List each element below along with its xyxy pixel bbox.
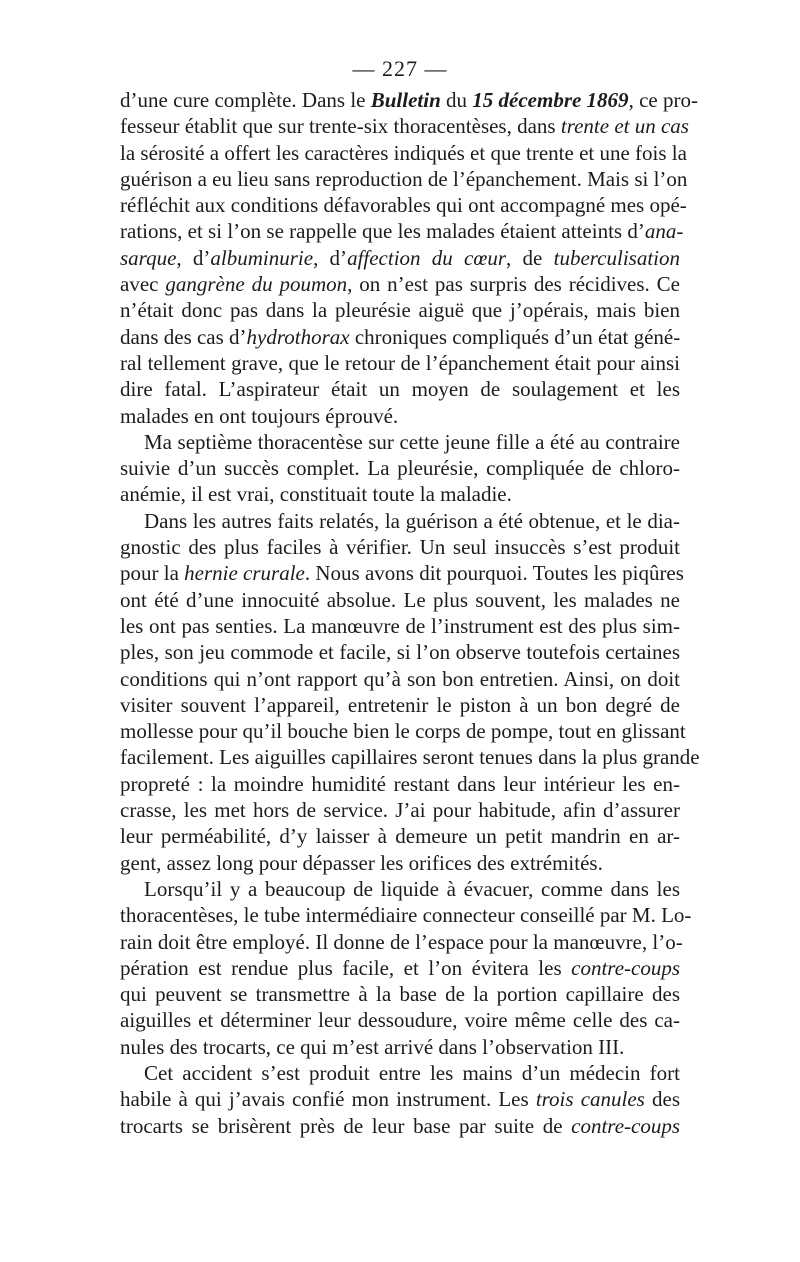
text-line: Lorsqu’il y a beaucoup de liquide à évacuer, comme dans les (144, 876, 680, 901)
text-line: dire fatal. L’aspirateur était un moyen de soulagement et les (120, 377, 680, 402)
text-line: Ma septième thoracentèse sur cette jeune fille a été au contraire (144, 429, 680, 454)
text-line: Cet accident s’est produit entre les mains d’un médecin fort (144, 1060, 680, 1085)
text-line: thoracentèses, le tube intermédiaire connecteur conseillé par M. Lo- (120, 903, 692, 928)
text-line: ples, son jeu commode et facile, si l’on observe toutefois certaines (120, 640, 680, 665)
text-line: la sérosité a offert les caractères indiqués et que trente et une fois la (120, 140, 687, 165)
text-line: facilement. Les aiguilles capillaires seront tenues dans la plus grande (120, 745, 700, 770)
text-line: mollesse pour qu’il bouche bien le corps de pompe, tout en glissant (120, 719, 686, 744)
text-line: Dans les autres faits relatés, la guérison a été obtenue, et le dia- (144, 508, 680, 533)
text-line: visiter souvent l’appareil, entretenir le piston à un bon degré de (120, 692, 680, 717)
text-line: d’une cure complète. Dans le Bulletin du 15 décembre 1869, ce pro- (120, 88, 698, 112)
text-line: malades en ont toujours éprouvé. (120, 403, 399, 428)
text-line: propreté : la moindre humidité restant dans leur intérieur les en- (120, 771, 680, 796)
text-line: pération est rendue plus facile, et l’on évitera les contre-coups (120, 955, 680, 980)
text-line: habile à qui j’avais confié mon instrument. Les trois canules des (120, 1087, 680, 1112)
text-line: fesseur établit que sur trente-six thoracentèses, dans trente et un cas (120, 114, 689, 139)
text-line: qui peuvent se transmettre à la base de la portion capillaire des (120, 982, 680, 1007)
text-line: nules des trocarts, ce qui m’est arrivé dans l’observation III. (120, 1034, 625, 1059)
text-line: gnostic des plus faciles à vérifier. Un seul insuccès s’est produit (120, 535, 680, 560)
text-line: pour la hernie crurale. Nous avons dit pourquoi. Toutes les piqûres (120, 561, 684, 586)
text-line: suivie d’un succès complet. La pleurésie, compliquée de chloro- (120, 456, 680, 481)
text-line: rain doit être employé. Il donne de l’espace pour la manœuvre, l’o- (120, 929, 683, 954)
text-line: crasse, les met hors de service. J’ai pour habitude, afin d’assurer (120, 798, 680, 823)
text-line: guérison a eu lieu sans reproduction de l’épanchement. Mais si l’on (120, 166, 688, 191)
text-line: avec gangrène du poumon, on n’est pas surpris des récidives. Ce (120, 272, 680, 297)
text-line: leur perméabilité, d’y laisser à demeure un petit mandrin en ar- (120, 824, 680, 849)
text-line: n’était donc pas dans la pleurésie aiguë que j’opérais, mais bien (120, 298, 680, 323)
text-line: ral tellement grave, que le retour de l’épanchement était pour ainsi (120, 350, 680, 375)
text-line: conditions qui n’ont rapport qu’à son bon entretien. Ainsi, on doit (120, 666, 680, 691)
text-line: anémie, il est vrai, constituait toute la maladie. (120, 482, 512, 507)
body-text (120, 87, 700, 1139)
text-line: rations, et si l’on se rappelle que les malades étaient atteints d’ana- (120, 219, 684, 244)
text-line: trocarts se brisèrent près de leur base par suite de contre-coups (120, 1113, 680, 1138)
page-number: — 227 — (352, 56, 448, 81)
text-line: les ont pas senties. La manœuvre de l’instrument est des plus sim- (120, 613, 680, 638)
text-line: sarque, d’albuminurie, d’affection du cœur, de tuberculisation (120, 245, 681, 270)
text-line: gent, assez long pour dépasser les orifices des extrémités. (120, 850, 603, 875)
text-line: aiguilles et déterminer leur dessoudure, voire même celle des ca- (120, 1008, 680, 1033)
text-line: dans des cas d’hydrothorax chroniques compliqués d’un état géné- (120, 324, 681, 349)
text-line: réfléchit aux conditions défavorables qui ont accompagné mes opé- (120, 193, 687, 218)
text-line: ont été d’une innocuité absolue. Le plus souvent, les malades ne (120, 587, 680, 612)
